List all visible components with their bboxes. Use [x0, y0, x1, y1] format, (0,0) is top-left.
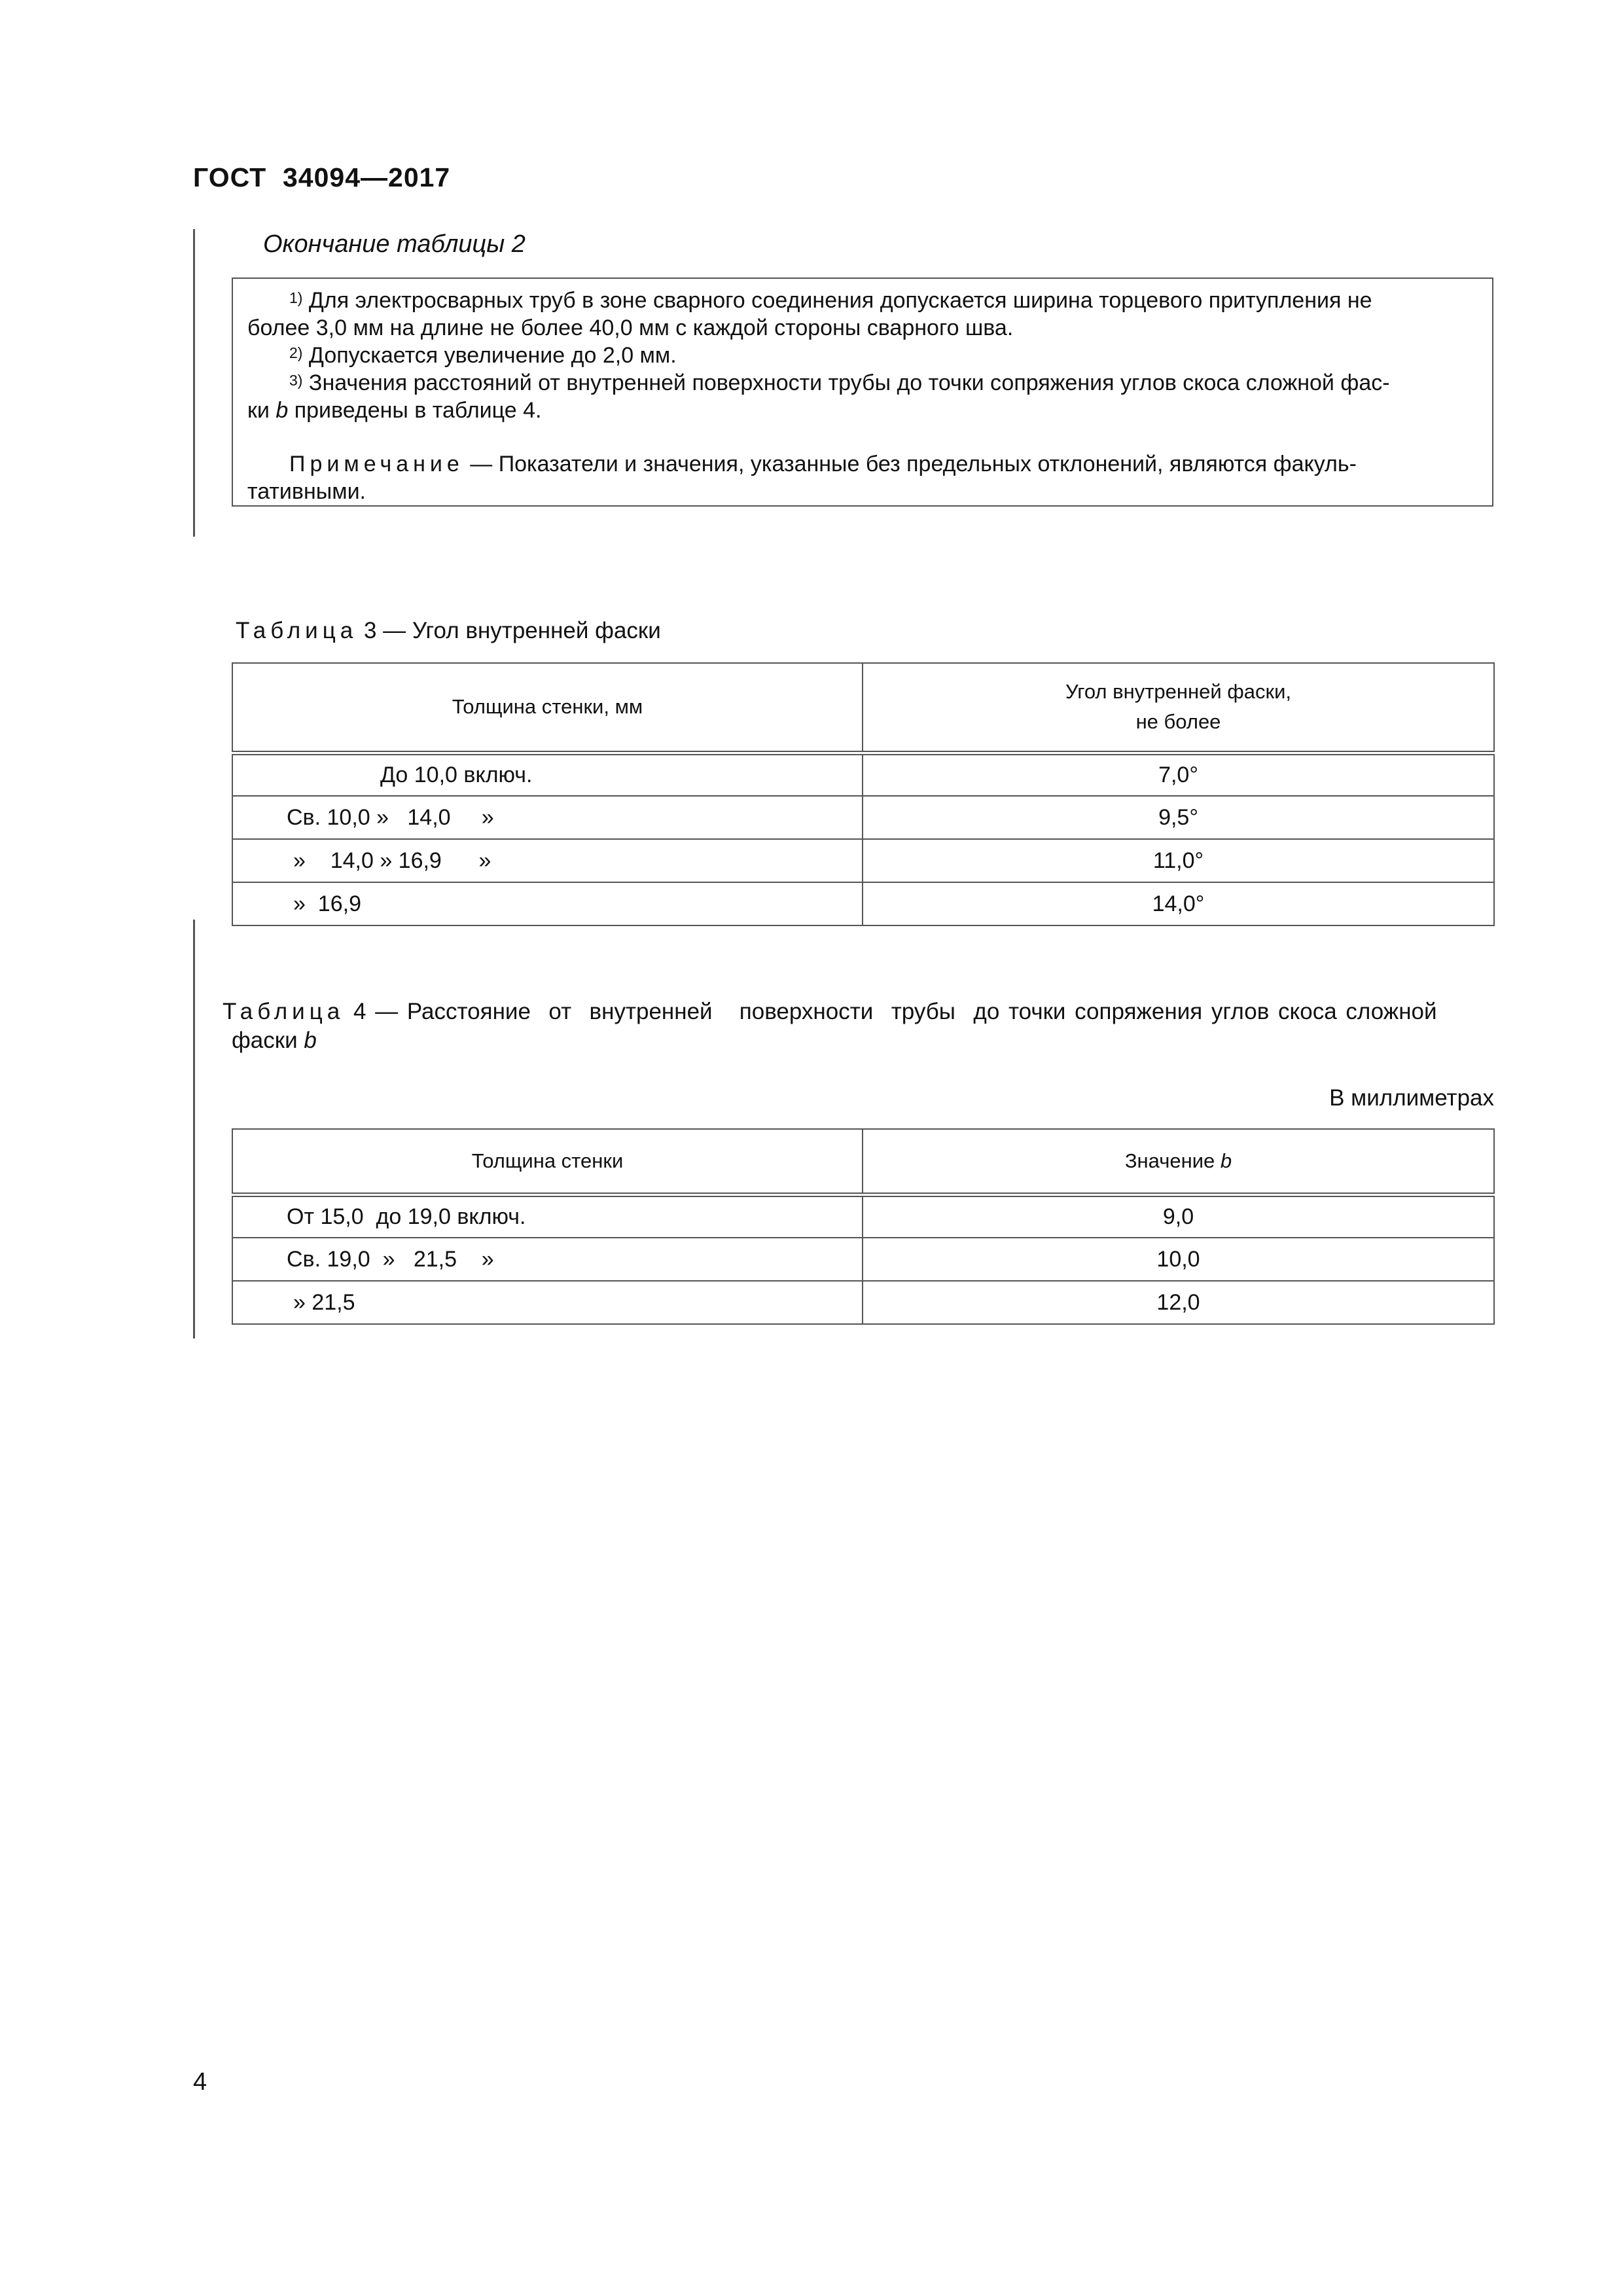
- footnote-text: Значения расстояний от внутренней поверхности трубы до точки сопряжения углов скоса сложной фас-: [308, 370, 1390, 395]
- footnote-mark: 1): [289, 289, 303, 306]
- footnotes-box: [232, 278, 1493, 507]
- table4-caption-continuation: фаски b: [232, 1028, 317, 1053]
- column-header: Толщина стенки: [232, 1129, 863, 1194]
- table3: [232, 662, 1495, 926]
- standard-designation: ГОСТ 34094—2017: [193, 162, 451, 192]
- table-cell: До 10,0 включ.: [232, 753, 863, 796]
- column-header: Значение b: [863, 1129, 1494, 1194]
- footnote-text: Для электросварных труб в зоне сварного соединения допускается ширина торцевого притупления не: [308, 288, 1372, 313]
- table-note-continuation: тативными.: [247, 479, 366, 504]
- margin-change-bar: [193, 920, 195, 1338]
- table-cell: Св. 10,0 » 14,0 »: [232, 796, 863, 839]
- table-header-row: [232, 1129, 1494, 1194]
- variable-b: b: [1220, 1149, 1232, 1172]
- table-row: [232, 1281, 1494, 1324]
- page-number: 4: [193, 2068, 207, 2096]
- table3-caption: Таблица 3 — Угол внутренней фаски: [236, 618, 661, 643]
- table-cell: » 14,0 » 16,9 »: [232, 839, 863, 882]
- table-row: [232, 1238, 1494, 1281]
- footnote-text: Допускается увеличение до 2,0 мм.: [308, 343, 677, 368]
- table-row: [232, 839, 1494, 882]
- table4-caption: Таблица 4 — Расстояние от внутренней поверхности трубы до точки сопряжения углов скоса сложной: [223, 999, 1437, 1024]
- footnote-3: [289, 369, 1390, 397]
- table-cell: » 21,5: [232, 1281, 863, 1324]
- table-cell: Св. 19,0 » 21,5 »: [232, 1238, 863, 1281]
- note-label: Примечание: [289, 452, 464, 476]
- note-text: — Показатели и значения, указанные без предельных отклонений, являются факуль-: [463, 452, 1357, 476]
- column-header: Толщина стенки, мм: [232, 663, 863, 753]
- footnote-2: [289, 342, 677, 369]
- footnote-mark: 2): [289, 344, 303, 361]
- table-label: Таблица: [223, 999, 345, 1024]
- table-cell: 12,0: [863, 1281, 1494, 1324]
- table-row: [232, 1194, 1494, 1238]
- variable-b: b: [276, 398, 289, 423]
- margin-change-bar: [193, 229, 195, 537]
- table-cell: 9,0: [863, 1194, 1494, 1238]
- table-cell: 14,0°: [863, 882, 1494, 925]
- footnote-3-continuation: ки b приведены в таблице 4.: [247, 398, 542, 423]
- table-row: [232, 882, 1494, 925]
- table-cell: От 15,0 до 19,0 включ.: [232, 1194, 863, 1238]
- table-note: [289, 450, 1357, 478]
- table-row: [232, 753, 1494, 796]
- table-continuation-caption: Окончание таблицы 2: [263, 230, 526, 258]
- table-cell: 11,0°: [863, 839, 1494, 882]
- table-row: [232, 796, 1494, 839]
- table-label: Таблица: [236, 618, 358, 643]
- units-label: В миллиметрах: [1329, 1085, 1494, 1111]
- table-cell: 9,5°: [863, 796, 1494, 839]
- table-cell: 7,0°: [863, 753, 1494, 796]
- footnote-1-continuation: более 3,0 мм на длине не более 40,0 мм с каждой стороны сварного шва.: [247, 315, 1014, 340]
- footnote-mark: 3): [289, 372, 303, 389]
- table4: [232, 1128, 1495, 1325]
- footnote-1: [289, 287, 1372, 314]
- table-cell: 10,0: [863, 1238, 1494, 1281]
- column-header: Угол внутренней фаски, не более: [863, 663, 1494, 753]
- variable-b: b: [304, 1028, 317, 1053]
- table-cell: » 16,9: [232, 882, 863, 925]
- table-header-row: [232, 663, 1494, 753]
